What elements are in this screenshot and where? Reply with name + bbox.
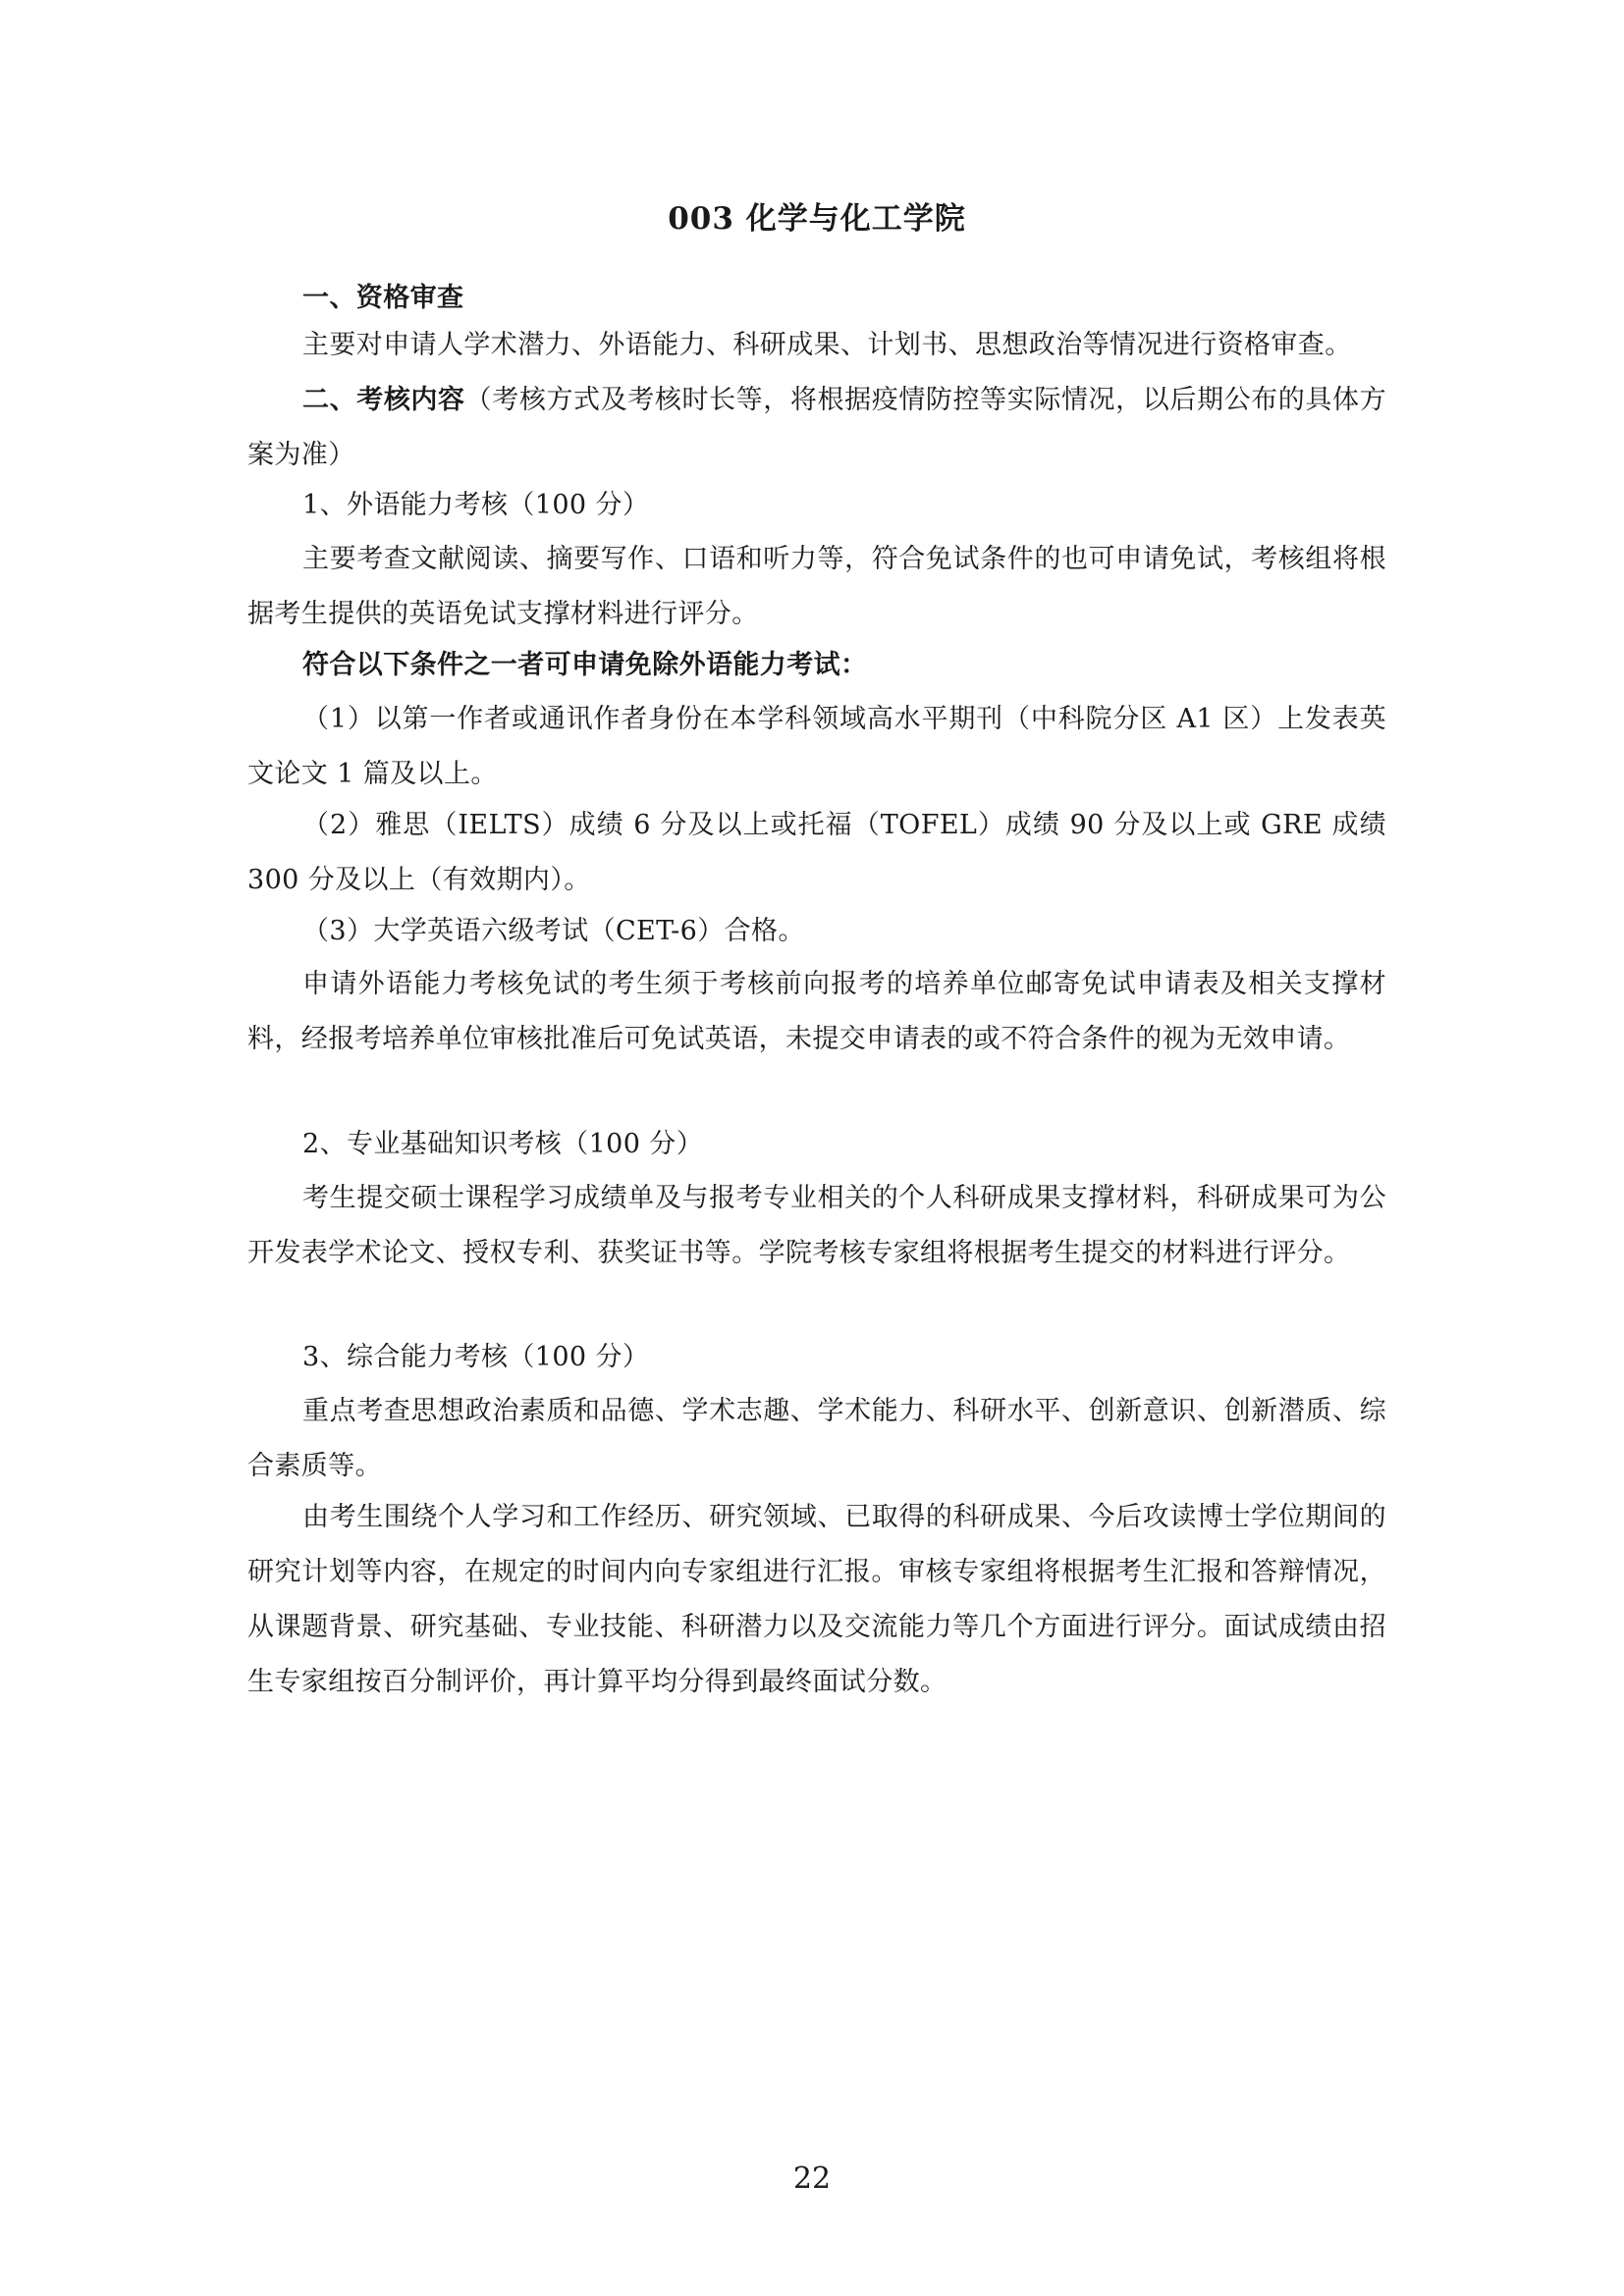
section-1-heading: 一、资格审查 (302, 283, 464, 313)
item-1-body: 主要考查文献阅读、摘要写作、口语和听力等，符合免试条件的也可申请免试，考核组将根据考生提供的英语免试支撑材料进行评分。 (247, 544, 1386, 629)
item-1-heading: 1、外语能力考核（100 分） (302, 490, 650, 520)
exemption-condition-3: （3）大学英语六级考试（CET-6）合格。 (302, 916, 805, 946)
exemption-condition-1: （1）以第一作者或通讯作者身份在本学科领域高水平期刊（中科院分区 A1 区）上发表英文论文 1 篇及以上。 (247, 704, 1386, 789)
item-3-body-1: 重点考查思想政治素质和品德、学术志趣、学术能力、科研水平、创新意识、创新潜质、综合素质等。 (247, 1396, 1386, 1481)
item-2-body: 考生提交硕士课程学习成绩单及与报考专业相关的个人科研成果支撑材料，科研成果可为公开发表学术论文、授权专利、获奖证书等。学院考核专家组将根据考生提交的材料进行评分。 (247, 1183, 1386, 1268)
section-2-heading: 二、考核内容 (302, 385, 465, 415)
section-2-paragraph (247, 373, 1386, 483)
page-number: 22 (792, 2162, 832, 2196)
item-2-heading: 2、专业基础知识考核（100 分） (302, 1129, 704, 1159)
exemption-heading: 符合以下条件之一者可申请免除外语能力考试： (302, 650, 868, 680)
page-title: 003 化学与化工学院 (668, 201, 966, 237)
exemption-condition-2: （2）雅思（IELTS）成绩 6 分及以上或托福（TOFEL）成绩 90 分及以上或 GRE 成绩 300 分及以上（有效期内）。 (247, 810, 1386, 895)
section-1-body: 主要对申请人学术潜力、外语能力、科研成果、计划书、思想政治等情况进行资格审查。 (302, 330, 1352, 360)
exemption-application-note: 申请外语能力考核免试的考生须于考核前向报考的培养单位邮寄免试申请表及相关支撑材料，经报考培养单位审核批准后可免试英语，未提交申请表的或不符合条件的视为无效申请。 (247, 969, 1386, 1054)
item-3-body-2: 由考生围绕个人学习和工作经历、研究领域、已取得的科研成果、今后攻读博士学位期间的研究计划等内容，在规定的时间内向专家组进行汇报。审核专家组将根据考生汇报和答辩情况，从课题背景、研究基础、专业技能、科研潜力以及交流能力等几个方面进行评分。面试成绩由招生专家组按百分制评价，再计算平均分得到最终面试分数。 (247, 1502, 1386, 1697)
item-3-heading: 3、综合能力考核（100 分） (302, 1342, 650, 1372)
section-2-note: （考核方式及考核时长等，将根据疫情防控等实际情况，以后期公布的具体方案为准） (247, 385, 1386, 470)
